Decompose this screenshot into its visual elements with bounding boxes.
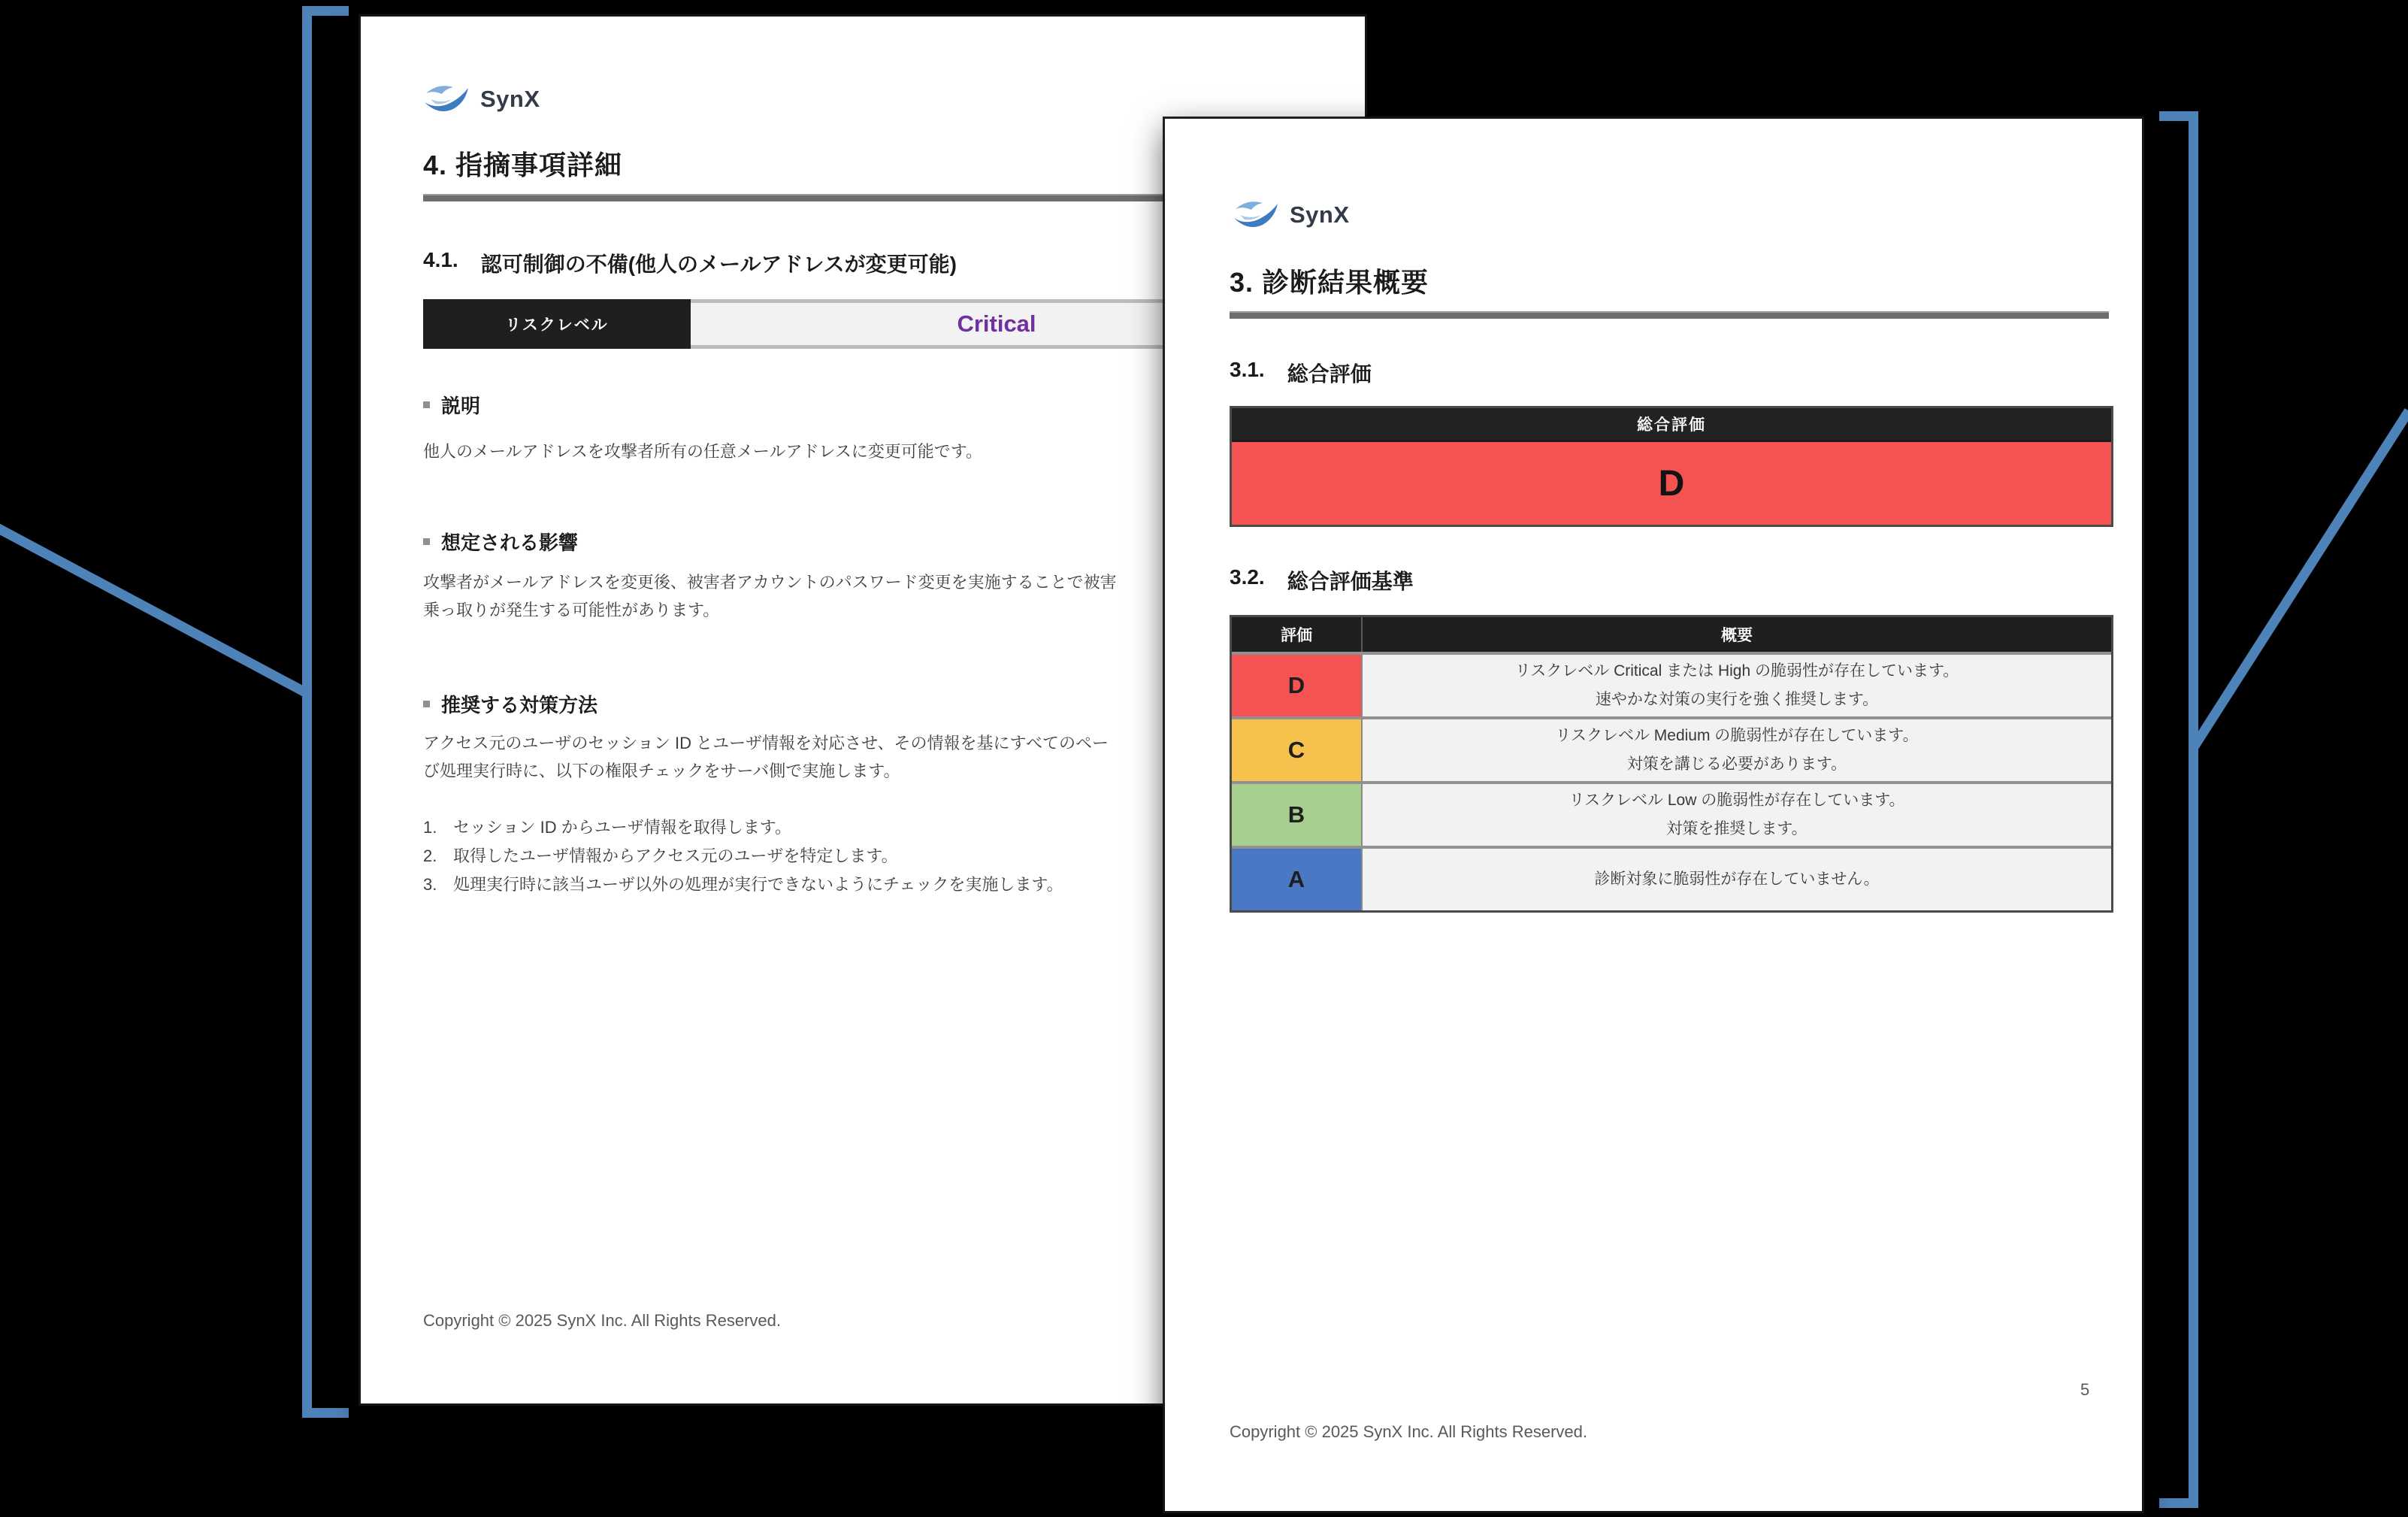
subsection-text: 認可制御の不備(他人のメールアドレスが変更可能) — [480, 253, 957, 276]
right-diagonal-line — [2189, 408, 2408, 751]
criteria-desc — [1363, 719, 2111, 781]
step-text: 取得したユーザ情報からアクセス元のユーザを特定します。 — [453, 846, 898, 865]
desc-heading-text: 説明 — [441, 395, 481, 417]
criteria-line: 速やかな対策の実行を強く推奨します。 — [1595, 691, 1879, 708]
criteria-desc — [1363, 784, 2111, 846]
subsection-title — [423, 248, 957, 278]
square-bullet-icon — [423, 401, 430, 408]
section-title: 4. 指摘事項詳細 — [423, 150, 623, 180]
criteria-line: 対策を推奨します。 — [1666, 820, 1808, 837]
desc-heading — [423, 391, 480, 419]
impact-heading-text: 想定される影響 — [441, 531, 579, 554]
page-number: 5 — [2080, 1380, 2090, 1399]
criteria-row-a — [1232, 846, 2111, 910]
step-item — [423, 842, 1063, 871]
section-title: 3. 診断結果概要 — [1230, 267, 1429, 298]
square-bullet-icon — [423, 538, 430, 545]
remediation-heading — [423, 690, 597, 718]
remediation-line: び処理実行時に、以下の権限チェックをサーバ側で実施します。 — [423, 762, 900, 780]
overall-grade-header: 総合評価 — [1232, 408, 2111, 442]
synx-logo — [1233, 197, 1350, 233]
step-item — [423, 813, 1063, 842]
step-number: 1. — [423, 818, 437, 837]
logo-text: SynX — [480, 86, 540, 112]
remediation-heading-text: 推奨する対策方法 — [441, 694, 598, 716]
grade-cell: B — [1232, 784, 1363, 846]
remediation-line: アクセス元のユーザのセッション ID とユーザ情報を対応させ、その情報を基にすべてのペー — [423, 734, 1109, 752]
criteria-line: リスクレベル Low の脆弱性が存在しています。 — [1569, 792, 1905, 809]
criteria-header-row — [1232, 617, 2111, 652]
overall-subsection-title — [1230, 358, 1372, 388]
impact-line: 攻撃者がメールアドレスを変更後、被害者アカウントのパスワード変更を実施することで被害 — [423, 573, 1117, 592]
criteria-line: リスクレベル Medium の脆弱性が存在しています。 — [1555, 727, 1919, 744]
desc-text: 他人のメールアドレスを攻撃者所有の任意メールアドレスに変更可能です。 — [423, 442, 983, 461]
criteria-row-d — [1232, 652, 2111, 716]
right-bracket-bottom-arm — [2159, 1498, 2198, 1508]
criteria-desc — [1363, 849, 2111, 910]
copyright-footer: Copyright © 2025 SynX Inc. All Rights Reserved. — [1230, 1422, 1587, 1441]
left-bracket-line — [302, 6, 312, 1418]
step-number: 2. — [423, 846, 437, 865]
criteria-subsection-title — [1230, 565, 1414, 595]
left-bracket-bottom-arm — [302, 1408, 349, 1418]
grade-criteria-table — [1230, 615, 2113, 913]
remediation-steps — [423, 813, 1063, 899]
overall-grade-table — [1230, 406, 2113, 527]
section-divider — [1230, 311, 2109, 319]
overall-grade-value: D — [1232, 442, 2111, 525]
logo-text: SynX — [1290, 201, 1350, 228]
grade-cell: A — [1232, 849, 1363, 910]
synx-logo-icon — [1233, 197, 1281, 233]
criteria-line: 診断対象に脆弱性が存在していません。 — [1594, 871, 1880, 888]
criteria-line: リスクレベル Critical または High の脆弱性が存在しています。 — [1514, 662, 1959, 680]
subsection-text: 総合評価基準 — [1287, 570, 1414, 593]
left-bracket-top-arm — [302, 6, 349, 16]
impact-heading — [423, 528, 578, 556]
subsection-number: 4.1. — [423, 248, 458, 271]
right-bracket-line — [2189, 111, 2198, 1508]
risk-level-value-cell: Critical — [691, 299, 1302, 349]
square-bullet-icon — [423, 701, 430, 707]
risk-level-header-cell: リスクレベル — [423, 299, 691, 349]
remediation-text — [423, 729, 1109, 785]
synx-logo — [423, 81, 540, 117]
criteria-row-b — [1232, 781, 2111, 846]
criteria-desc — [1363, 655, 2111, 716]
subsection-number: 3.2. — [1230, 565, 1265, 589]
grade-cell: C — [1232, 719, 1363, 781]
step-item — [423, 871, 1063, 899]
step-number: 3. — [423, 875, 437, 894]
criteria-row-c — [1232, 716, 2111, 781]
criteria-col-summary: 概要 — [1721, 627, 1753, 644]
synx-logo-icon — [423, 81, 471, 117]
right-bracket-top-arm — [2159, 111, 2198, 121]
impact-line: 乗っ取りが発生する可能性があります。 — [423, 601, 720, 619]
step-text: 処理実行時に該当ユーザ以外の処理が実行できないようにチェックを実施します。 — [453, 875, 1063, 894]
copyright-footer: Copyright © 2025 SynX Inc. All Rights Reserved. — [423, 1311, 781, 1330]
subsection-number: 3.1. — [1230, 358, 1265, 381]
criteria-col-grade: 評価 — [1232, 617, 1363, 652]
impact-text — [423, 568, 1117, 624]
step-text: セッション ID からユーザ情報を取得します。 — [453, 818, 792, 837]
report-page-summary — [1165, 119, 2142, 1511]
criteria-line: 対策を講じる必要があります。 — [1626, 755, 1847, 773]
subsection-text: 総合評価 — [1287, 362, 1372, 386]
left-diagonal-line — [0, 524, 309, 698]
grade-cell: D — [1232, 655, 1363, 716]
